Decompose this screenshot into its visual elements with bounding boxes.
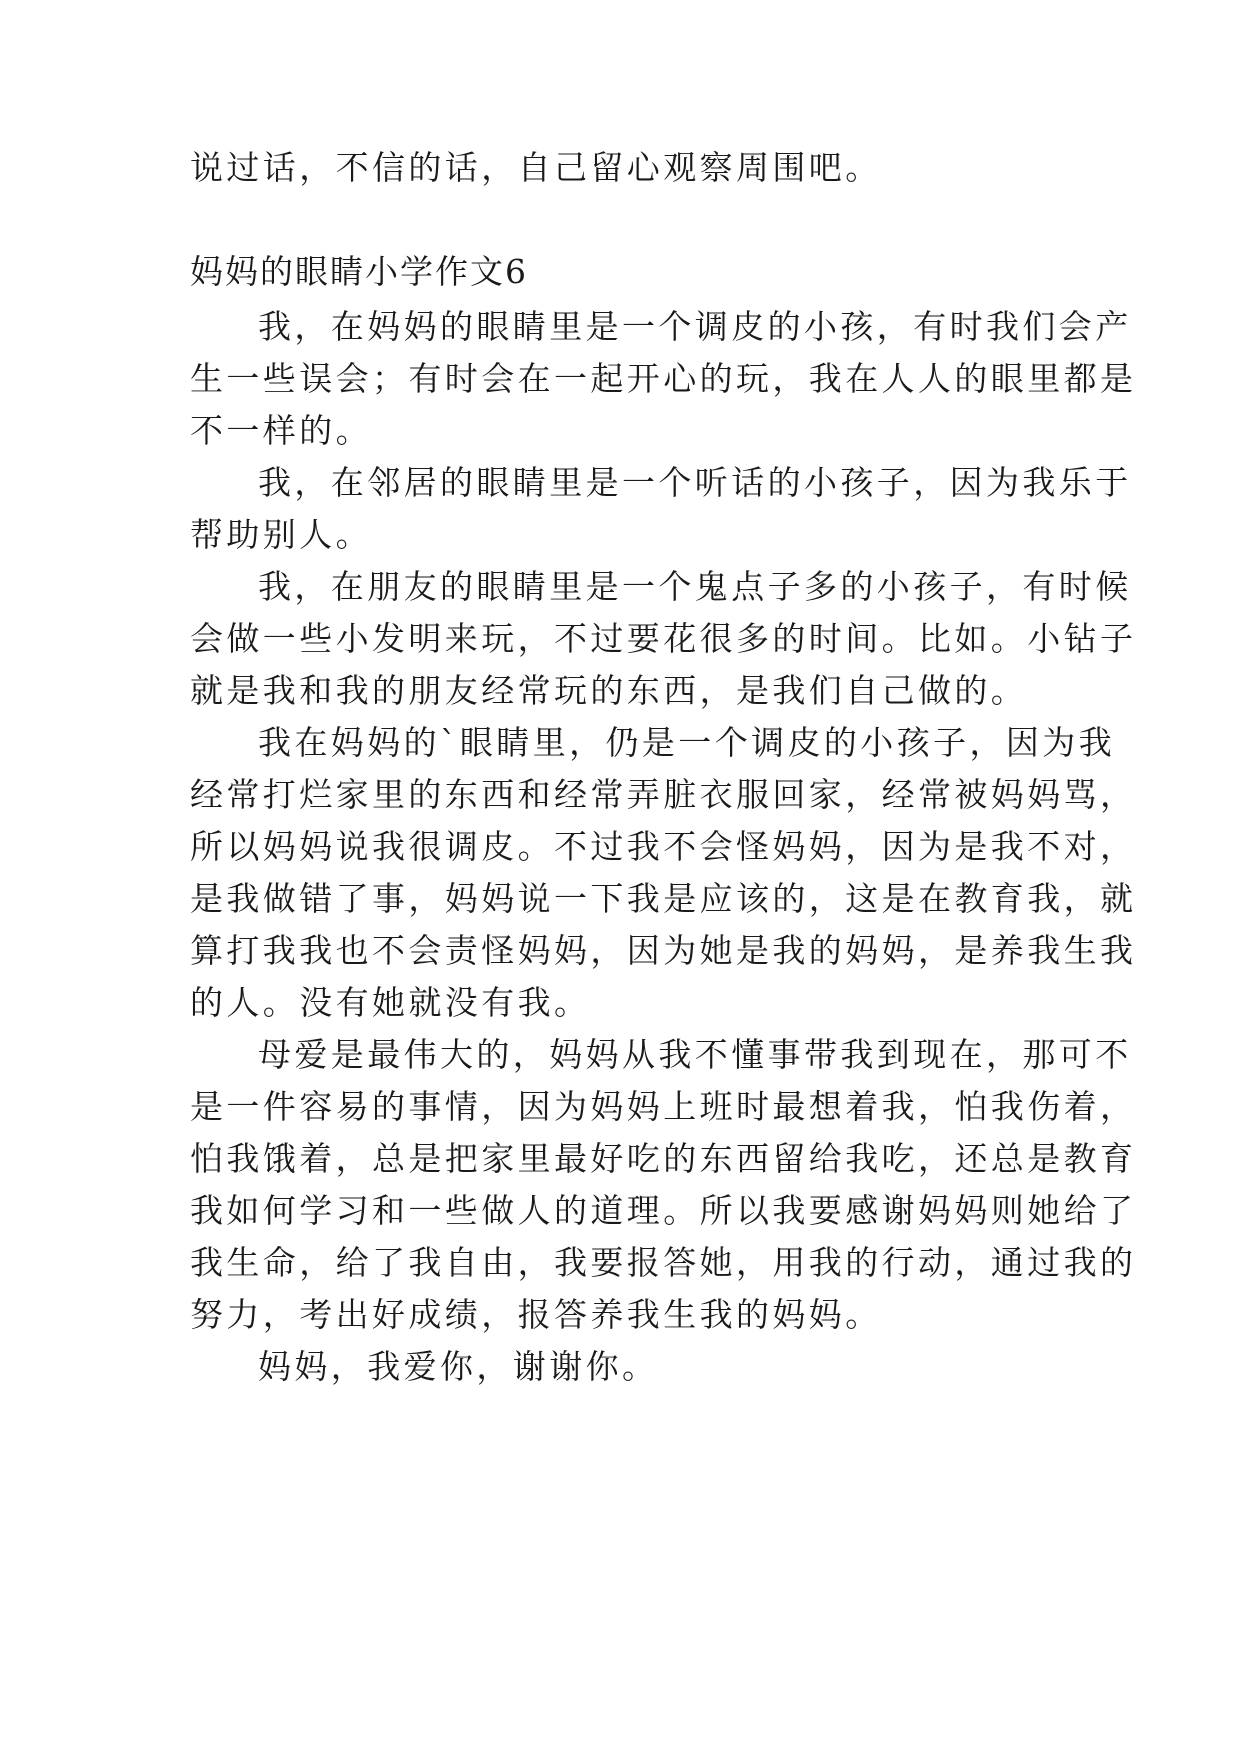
paragraph-line: 我生命，给了我自由，我要报答她，用我的行动，通过我的 [190,1243,1137,1282]
opening-line: 说过话，不信的话，自己留心观察周围吧。 [190,148,882,187]
paragraph-line: 母爱是最伟大的，妈妈从我不懂事带我到现在，那可不 [258,1035,1132,1074]
paragraph-line: 算打我我也不会责怪妈妈，因为她是我的妈妈，是养我生我 [190,931,1137,970]
paragraph-line: 我在妈妈的`眼睛里，仍是一个调皮的小孩子，因为我 [258,723,1116,762]
paragraph-line: 是一件容易的事情，因为妈妈上班时最想着我，怕我伤着， [190,1087,1137,1126]
paragraph-line: 努力，考出好成绩，报答养我生我的妈妈。 [190,1295,882,1334]
paragraph-line: 就是我和我的朋友经常玩的东西，是我们自己做的。 [190,671,1028,710]
paragraph-line: 帮助别人。 [190,515,372,554]
paragraph-line: 我，在邻居的眼睛里是一个听话的小孩子，因为我乐于 [258,463,1132,502]
paragraph-line: 不一样的。 [190,411,372,450]
paragraph-line: 我如何学习和一些做人的道理。所以我要感谢妈妈则她给了 [190,1191,1137,1230]
paragraph-line: 我，在妈妈的眼睛里是一个调皮的小孩，有时我们会产 [258,307,1132,346]
paragraph-line: 怕我饿着，总是把家里最好吃的东西留给我吃，还总是教育 [190,1139,1137,1178]
paragraph-line: 我，在朋友的眼睛里是一个鬼点子多的小孩子，有时候 [258,567,1132,606]
paragraph-line: 生一些误会；有时会在一起开心的玩，我在人人的眼里都是 [190,359,1137,398]
paragraph-line: 会做一些小发明来玩，不过要花很多的时间。比如。小钻子 [190,619,1137,658]
paragraph-line: 的人。没有她就没有我。 [190,983,591,1022]
section-title: 妈妈的眼睛小学作文6 [190,252,528,291]
paragraph-line: 是我做错了事，妈妈说一下我是应该的，这是在教育我，就 [190,879,1137,918]
paragraph-line: 所以妈妈说我很调皮。不过我不会怪妈妈，因为是我不对， [190,827,1137,866]
paragraph-line: 经常打烂家里的东西和经常弄脏衣服回家，经常被妈妈骂， [190,775,1137,814]
paragraph-line: 妈妈，我爱你，谢谢你。 [258,1347,659,1386]
